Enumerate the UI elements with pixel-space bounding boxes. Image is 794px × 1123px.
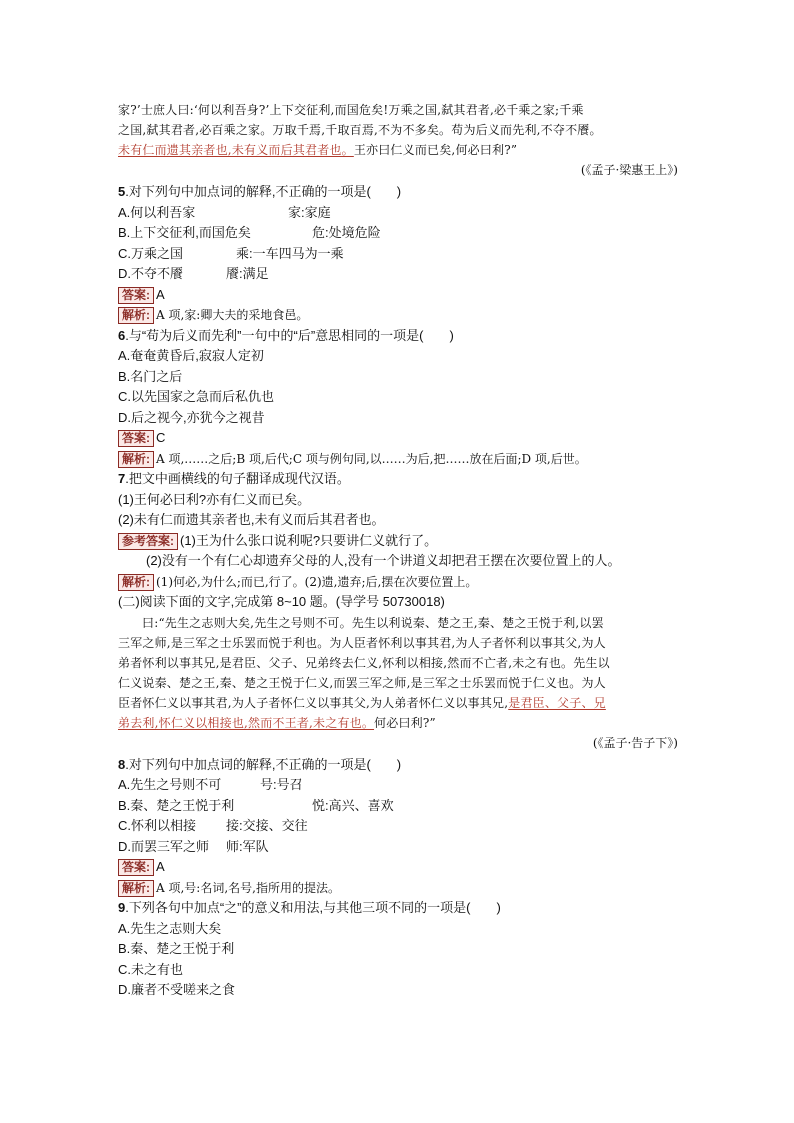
answer-continuation: (2)没有一个有仁心却遗弃父母的人,没有一个讲道义却把君王摆在次要位置上的人。 bbox=[146, 553, 621, 568]
option-a: A.奄奄黄昏后,寂寂人定初 bbox=[118, 348, 264, 363]
question-number: 9 bbox=[118, 900, 126, 915]
option-d: D.廉者不受嗟来之食 bbox=[118, 982, 236, 997]
question-number: 8 bbox=[118, 756, 126, 772]
question-number: 6 bbox=[118, 327, 126, 343]
sentence-2: (2)未有仁而遗其亲者也,未有义而后其君者也。 bbox=[118, 512, 385, 527]
passage-line: 三军之师,是三军之士乐罢而悦于利也。为人臣者怀利以事其君,为人子者怀利以事其父,为人 bbox=[118, 635, 606, 650]
question-8 bbox=[118, 755, 678, 776]
passage-line: 弟去利,怀仁义以相接也,然而不王者,未之有也。何必曰利?” bbox=[118, 715, 436, 730]
answer-value: C bbox=[156, 430, 166, 445]
question-7 bbox=[118, 469, 678, 490]
explanation-tag: 解析: bbox=[118, 451, 154, 468]
answer-value: (1)王为什么张口说利呢?只要讲仁义就行了。 bbox=[180, 532, 438, 548]
passage-text: 王亦曰仁义而已矣,何必曰利?” bbox=[353, 143, 518, 157]
passage-excerpt-1 bbox=[118, 100, 678, 160]
explanation-row bbox=[118, 305, 678, 326]
question-number: 5 bbox=[118, 184, 126, 199]
option-d: D.后之视今,亦犹今之视昔 bbox=[118, 409, 265, 425]
explanation-tag: 解析: bbox=[118, 307, 154, 324]
passage-line: 曰:“先生之志则大矣,先生之号则不可。先生以利说秦、楚之王,秦、楚之王悦于利,以罢 bbox=[142, 615, 604, 630]
option-c: C.以先国家之急而后私仇也 bbox=[118, 389, 275, 404]
option-c: C.未之有也 bbox=[118, 961, 184, 977]
sentence-1: (1)王何必曰利?亦有仁义而已矣。 bbox=[118, 491, 311, 507]
option-d: D.而罢三军之师 师:军队 bbox=[118, 838, 269, 854]
option-a: A.先生之号则不可 号:号召 bbox=[118, 777, 303, 792]
worksheet-page bbox=[118, 100, 678, 1001]
question-5 bbox=[118, 182, 678, 203]
answer-row bbox=[118, 857, 678, 878]
question-text: .对下列句中加点词的解释,不正确的一项是( ) bbox=[125, 184, 402, 199]
option-b: B.秦、楚之王悦于利 悦:高兴、喜欢 bbox=[118, 797, 394, 813]
option-c: C.万乘之国 乘:一车四马为一乘 bbox=[118, 245, 344, 261]
question-text: .与“苟为后义而先利”一句中的“后”意思相同的一项是( ) bbox=[125, 327, 454, 343]
question-text: .把文中画横线的句子翻译成现代汉语。 bbox=[125, 471, 350, 486]
underlined-sentence: 弟去利,怀仁义以相接也,然而不王者,未之有也。 bbox=[118, 715, 375, 730]
passage-line: 家?’士庶人曰:‘何以利吾身?’上下交征利,而国危矣!万乘之国,弑其君者,必千乘之家;千乘 bbox=[118, 103, 584, 117]
explanation-tag: 解析: bbox=[118, 880, 154, 897]
section-heading: (二)阅读下面的文字,完成第 8~10 题。(导学号 50730018) bbox=[118, 594, 445, 609]
answer-value: A bbox=[156, 286, 165, 302]
explanation-row bbox=[118, 572, 678, 593]
answer-row bbox=[118, 428, 678, 449]
answer-value: A bbox=[156, 859, 165, 874]
source-citation: (《孟子·梁惠王上》) bbox=[580, 163, 678, 177]
explanation-tag: 解析: bbox=[118, 574, 154, 591]
source-citation: (《孟子·告子下》) bbox=[592, 735, 678, 750]
answer-tag: 答案: bbox=[118, 859, 154, 876]
passage-line bbox=[118, 140, 678, 160]
question-number: 7 bbox=[118, 471, 126, 486]
option-c: C.怀利以相接 接:交接、交往 bbox=[118, 818, 308, 833]
question-6 bbox=[118, 326, 678, 347]
passage-line: 弟者怀利以事其兄,是君臣、父子、兄弟终去仁义,怀利以相接,然而不亡者,未之有也。先生以 bbox=[118, 655, 610, 670]
question-text: .下列各句中加点“之”的意义和用法,与其他三项不同的一项是( ) bbox=[125, 900, 501, 915]
option-b: B.秦、楚之王悦于利 bbox=[118, 941, 235, 956]
option-b: B.名门之后 bbox=[118, 368, 183, 384]
option-a: A.何以利吾家 家:家庭 bbox=[118, 204, 331, 220]
answer-tag: 答案: bbox=[118, 430, 154, 447]
underlined-sentence: 是君臣、父子、兄 bbox=[508, 695, 606, 710]
explanation-text: A 项,……之后;B 项,后代;C 项与例句同,以……为后,把……放在后面;D 项,后世。 bbox=[156, 451, 587, 466]
option-a: A.先生之志则大矣 bbox=[118, 920, 222, 936]
answer-row bbox=[118, 531, 678, 552]
option-b: B.上下交征利,而国危矣 危:处境危险 bbox=[118, 225, 381, 240]
explanation-row bbox=[118, 449, 678, 470]
question-text: .对下列句中加点词的解释,不正确的一项是( ) bbox=[125, 756, 402, 772]
option-d: D.不夺不餍 餍:满足 bbox=[118, 266, 269, 281]
reference-answer-tag: 参考答案: bbox=[118, 533, 178, 550]
passage-line: 仁义说秦、楚之王,秦、楚之王悦于仁义,而罢三军之师,是三军之士乐罢而悦于仁义也。为人 bbox=[118, 675, 606, 690]
answer-row bbox=[118, 285, 678, 306]
question-9 bbox=[118, 898, 678, 919]
explanation-text: A 项,号:名词,名号,指所用的提法。 bbox=[156, 880, 340, 895]
underlined-sentence: 未有仁而遗其亲者也,未有义而后其君者也。 bbox=[118, 143, 354, 157]
explanation-text: (1)何必,为什么;而已,行了。(2)遗,遗弃;后,摆在次要位置上。 bbox=[156, 574, 478, 589]
answer-tag: 答案: bbox=[118, 287, 154, 304]
explanation-row bbox=[118, 878, 678, 899]
passage-excerpt-2 bbox=[118, 613, 678, 733]
passage-line: 之国,弑其君者,必百乘之家。万取千焉,千取百焉,不为不多矣。苟为后义而先利,不夺不餍。 bbox=[118, 123, 602, 137]
explanation-text: A 项,家:卿大夫的采地食邑。 bbox=[156, 308, 309, 322]
passage-line: 臣者怀仁义以事其君,为人子者怀仁义以事其父,为人弟者怀仁义以事其兄,是君臣、父子、兄 bbox=[118, 695, 606, 710]
